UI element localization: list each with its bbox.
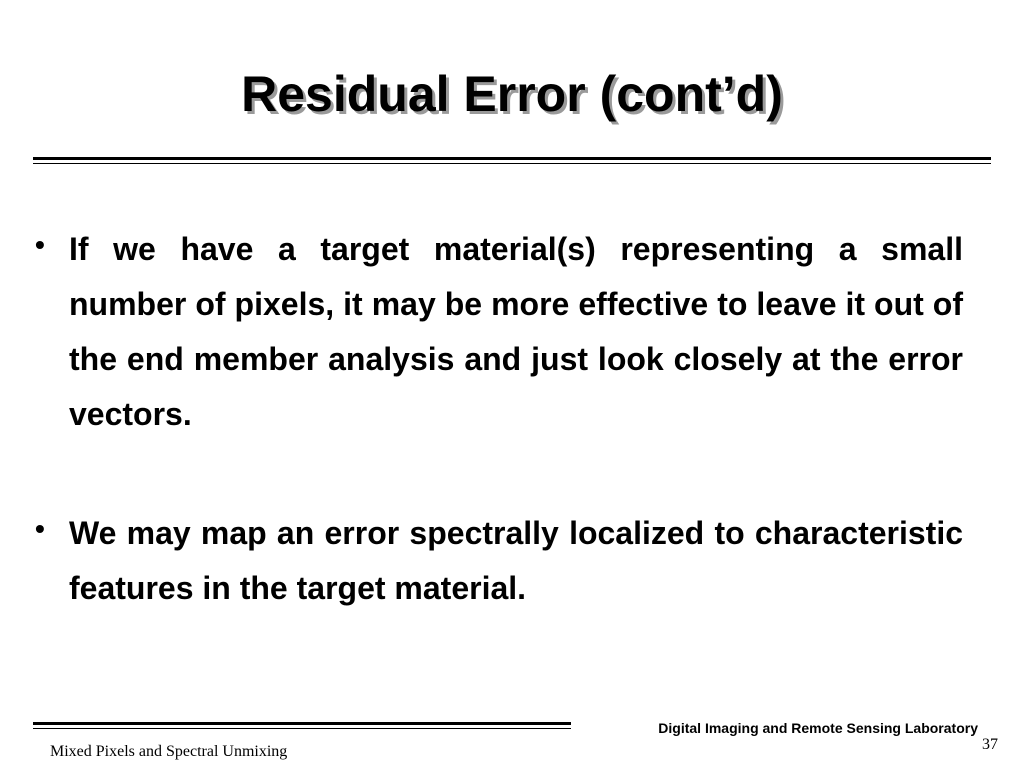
footer-divider-thin <box>33 728 571 729</box>
page-number: 37 <box>982 736 998 753</box>
slide-title: Residual Error (cont’d) <box>241 66 783 122</box>
bullet-text: We may map an error spectrally localized to characteristic features in the target material. <box>69 515 963 606</box>
bullet-list <box>35 222 963 616</box>
lab-name: Digital Imaging and Remote Sensing Laboratory <box>658 720 978 736</box>
bullet-marker: • <box>35 513 45 544</box>
footer-divider-thick <box>33 722 571 725</box>
course-title: Mixed Pixels and Spectral Unmixing <box>50 743 288 760</box>
bullet-marker: • <box>35 229 45 260</box>
bullet-item <box>35 222 963 442</box>
title-divider-thick <box>33 157 991 160</box>
bullet-item <box>35 506 963 616</box>
title-divider-thin <box>33 163 991 164</box>
bullet-text: If we have a target material(s) representing a small number of pixels, it may be more effective to leave it out of the end member analysis and just look closely at the error vectors. <box>69 231 963 432</box>
